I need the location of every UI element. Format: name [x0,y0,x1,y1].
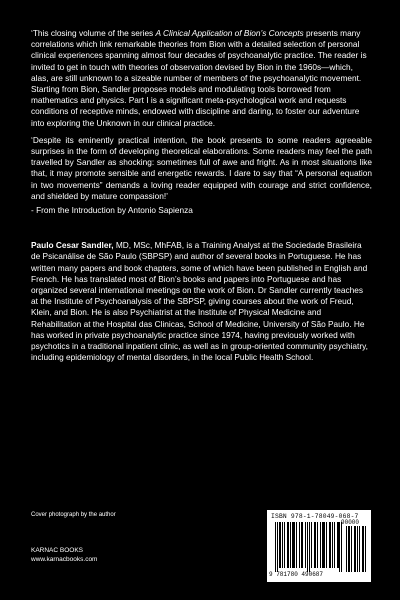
publisher-url: www.karnacbooks.com [31,556,98,563]
barcode-digits [269,519,360,578]
barcode [267,510,371,582]
author-name: Paulo Cesar Sandler, [31,240,114,251]
quote-attribution: - From the Introduction by Antonio Sapienza [31,205,193,216]
author-bio [31,240,372,363]
quote-first-lead: ‘This closing volume of the series [31,28,156,38]
author-bio-text: MD, MSc, MhFAB, is a Training Analyst at the Sociedade Brasileira de Psicanálise de São Paulo (SBPSP) and author of several books in Portuguese. He has written many papers and book chapters, some of which have been published in English and French. He has translated most of Bion’s books and papers into Portuguese and has organized several international meetings on the work of Bion. Dr Sandler currently teaches at the Institute of Psychoanalysis of the SBPSP, giving courses about the work of Freud, Klein, and Bion. He is also Psychiatrist at the Institute of Physical Medicine and Rehabilitation at the Hospital das Clinicas, School of Medicine, University of São Paulo. He has worked in private psychoanalytic practice since 1974, having previously worked with psychotics in a traditional inpatient clinic, as well as in group-oriented community psychiatry, including epidemiology of mental disorders, in the local Public Health School. [31,240,368,363]
isbn-label: ISBN 978-1-78049-068-7 [271,513,359,520]
ean-digits: 9 781780 490687 [269,571,324,578]
barcode-bars [275,522,367,572]
back-cover-text [31,28,372,363]
quote-second: ‘Despite its eminently practical intention, the book presents to some readers agreeable surprises in the form of developing theoretical elaborations. Some readers may feel the path travelled by Sandler as shocking: sometimes full of awe and fright. As in most situations like that, it may promote sensible and energetic rewards. I dare to say that “A personal equation in two movements” demands a loving reader equipped with courage and strict confidence, and shielded by mature compassion!’ [31,134,372,201]
publisher-name: KARNAC BOOKS [31,547,84,554]
cover-credit: Cover photograph by the author [31,512,116,518]
addon-digits: 90000 [341,519,360,526]
quote-first-body: presents many correlations which link remarkable theories from Bion with a detailed selection of personal clinical experiences spanning almost four decades of psychoanalytic practice. The reader is invited to get in touch with theories of observation devised by Bion in the 1960s—which, alas, are still unknown to a sizeable number of members of the psychoanalytic movement. Starting from Bion, Sandler proposes models and modulating tools borrowed from mathematics and physics. Part I is a significant meta-psychological work and requests conditions of receptive minds, endowed with discipline and daring, to foster our adventure into exploring the Unknown in our clinical practice. [31,28,367,128]
publisher-block [31,546,97,564]
series-title: A Clinical Application of Bion’s Concepts [155,28,304,38]
quote-first [31,28,372,129]
